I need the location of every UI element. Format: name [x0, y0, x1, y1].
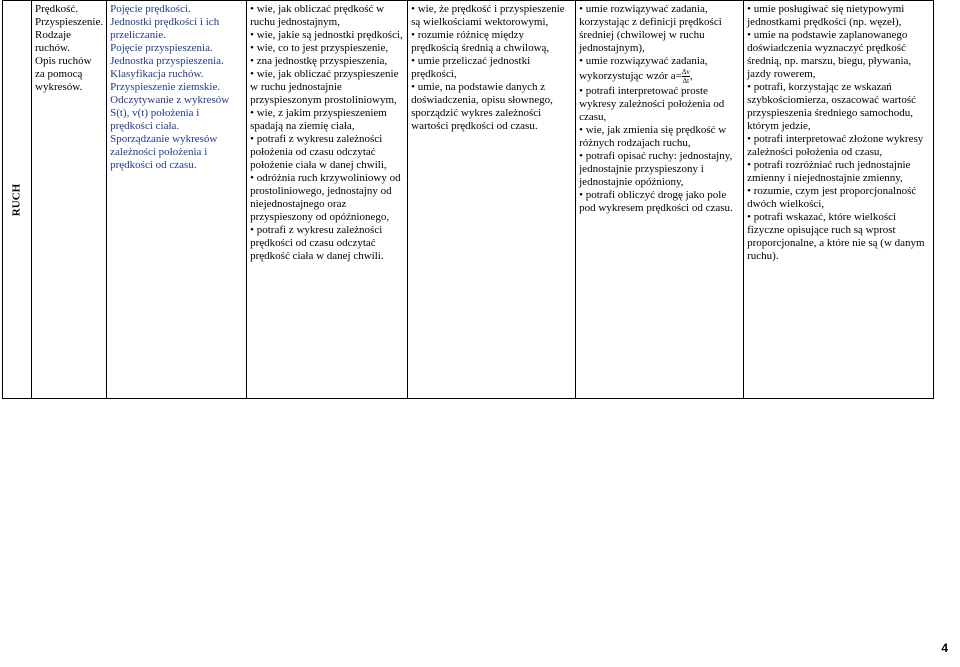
table-row — [3, 1, 934, 399]
content-cell — [107, 1, 247, 399]
list-item: • umie posługiwać się nietypowymi jednostkami prędkości (np. węzeł), — [747, 3, 930, 29]
page-number: 4 — [941, 641, 948, 655]
list-item-formula — [579, 55, 740, 85]
topics-cell — [32, 1, 107, 399]
content-item: Jednostka przyspieszenia. — [110, 55, 224, 67]
list-item: • potrafi obliczyć drogę jako pole pod wykresem prędkości od czasu. — [579, 189, 740, 215]
formula-suffix: , — [689, 70, 693, 83]
formula-fraction — [682, 68, 690, 85]
content-item: Pojęcie prędkości. — [110, 3, 191, 15]
content-item: Odczytywanie z wykresów S(t), v(t) położenia i prędkości ciała. — [110, 94, 230, 132]
requirements-list — [411, 3, 572, 133]
list-item: • umie rozwiązywać zadania, korzystając z definicji prędkości średniej (chwilowej w ruchu jednostajnym), — [579, 3, 740, 55]
list-item: • potrafi z wykresu zależności położenia od czasu odczytać położenie ciała w danej chwili, — [250, 133, 404, 172]
requirements-complete-cell — [576, 1, 744, 399]
list-item: • wie, jak zmienia się prędkość w różnych rodzajach ruchu, — [579, 124, 740, 150]
list-item: • potrafi interpretować proste wykresy zależności położenia od czasu, — [579, 85, 740, 124]
list-item: • odróżnia ruch krzywoliniowy od prostoliniowego, jednostajny od niejednostajnego oraz przyspieszony od opóźnionego, — [250, 172, 404, 224]
topic: Rodzaje ruchów. — [35, 29, 72, 54]
fraction-numerator: Δv — [681, 68, 690, 76]
requirements-list — [579, 3, 740, 215]
requirements-list — [747, 3, 930, 263]
list-item: • wie, co to jest przyspieszenie, — [250, 42, 404, 55]
content-item: Klasyfikacja ruchów. — [110, 68, 204, 80]
list-item: • wie, jak obliczać prędkość w ruchu jednostajnym, — [250, 3, 404, 29]
list-item: • rozumie różnicę między prędkością średnią a chwilową, — [411, 29, 572, 55]
topic: Prędkość. — [35, 3, 79, 15]
curriculum-table — [2, 0, 934, 399]
list-item: • wie, jakie są jednostki prędkości, — [250, 29, 404, 42]
requirements-extended-cell — [408, 1, 576, 399]
formula-prefix: umie rozwiązywać zadania, wykorzystując wzór a= — [579, 55, 708, 83]
list-item: • wie, że prędkość i przyspieszenie są wielkościami wektorowymi, — [411, 3, 572, 29]
list-item: • wie, z jakim przyspieszeniem spadają na ziemię ciała, — [250, 107, 404, 133]
requirements-basic-cell — [247, 1, 408, 399]
list-item: • potrafi wskazać, które wielkości fizyczne opisujące ruch są wprost proporcjonalne, a które nie są (w danym ruchu). — [747, 211, 930, 263]
list-item: • potrafi interpretować złożone wykresy zależności położenia od czasu, — [747, 133, 930, 159]
content-item: Sporządzanie wykresów zależności położenia i prędkości od czasu. — [110, 133, 218, 171]
list-item: • zna jednostkę przyspieszenia, — [250, 55, 404, 68]
content-item: Przyspieszenie ziemskie. — [110, 81, 221, 93]
content-item: Jednostki prędkości i ich przeliczanie. — [110, 16, 220, 41]
fraction-denominator: Δt — [682, 77, 690, 85]
list-item: • potrafi, korzystając ze wskazań szybkościomierza, oszacować wartość przyspieszenia średniego samochodu, którym jedzie, — [747, 81, 930, 133]
topic: Przyspieszenie. — [35, 16, 104, 28]
list-item: • umie przeliczać jednostki prędkości, — [411, 55, 572, 81]
list-item: • rozumie, czym jest proporcjonalność dwóch wielkości, — [747, 185, 930, 211]
topic: Opis ruchów za pomocą wykresów. — [35, 55, 92, 93]
section-label: RUCH — [10, 183, 23, 216]
list-item: • potrafi z wykresu zależności prędkości od czasu odczytać prędkość ciała w danej chwili. — [250, 224, 404, 263]
list-item: • umie na podstawie zaplanowanego doświadczenia wyznaczyć prędkość średnią, np. marszu, biegu, pływania, jazdy rowerem, — [747, 29, 930, 81]
requirements-list — [250, 3, 404, 263]
requirements-advanced-cell — [744, 1, 934, 399]
list-item: • potrafi rozróżniać ruch jednostajnie zmienny i niejednostajnie zmienny, — [747, 159, 930, 185]
list-item: • wie, jak obliczać przyspieszenie w ruchu jednostajnie przyspieszonym prostoliniowym, — [250, 68, 404, 107]
content-item: Pojęcie przyspieszenia. — [110, 42, 213, 54]
list-item: • potrafi opisać ruchy: jednostajny, jednostajnie przyspieszony i jednostajnie opóźniony, — [579, 150, 740, 189]
list-item: • umie, na podstawie danych z doświadczenia, opisu słownego, sporządzić wykres zależności wartości prędkości od czasu. — [411, 81, 572, 133]
section-label-cell — [3, 1, 32, 399]
